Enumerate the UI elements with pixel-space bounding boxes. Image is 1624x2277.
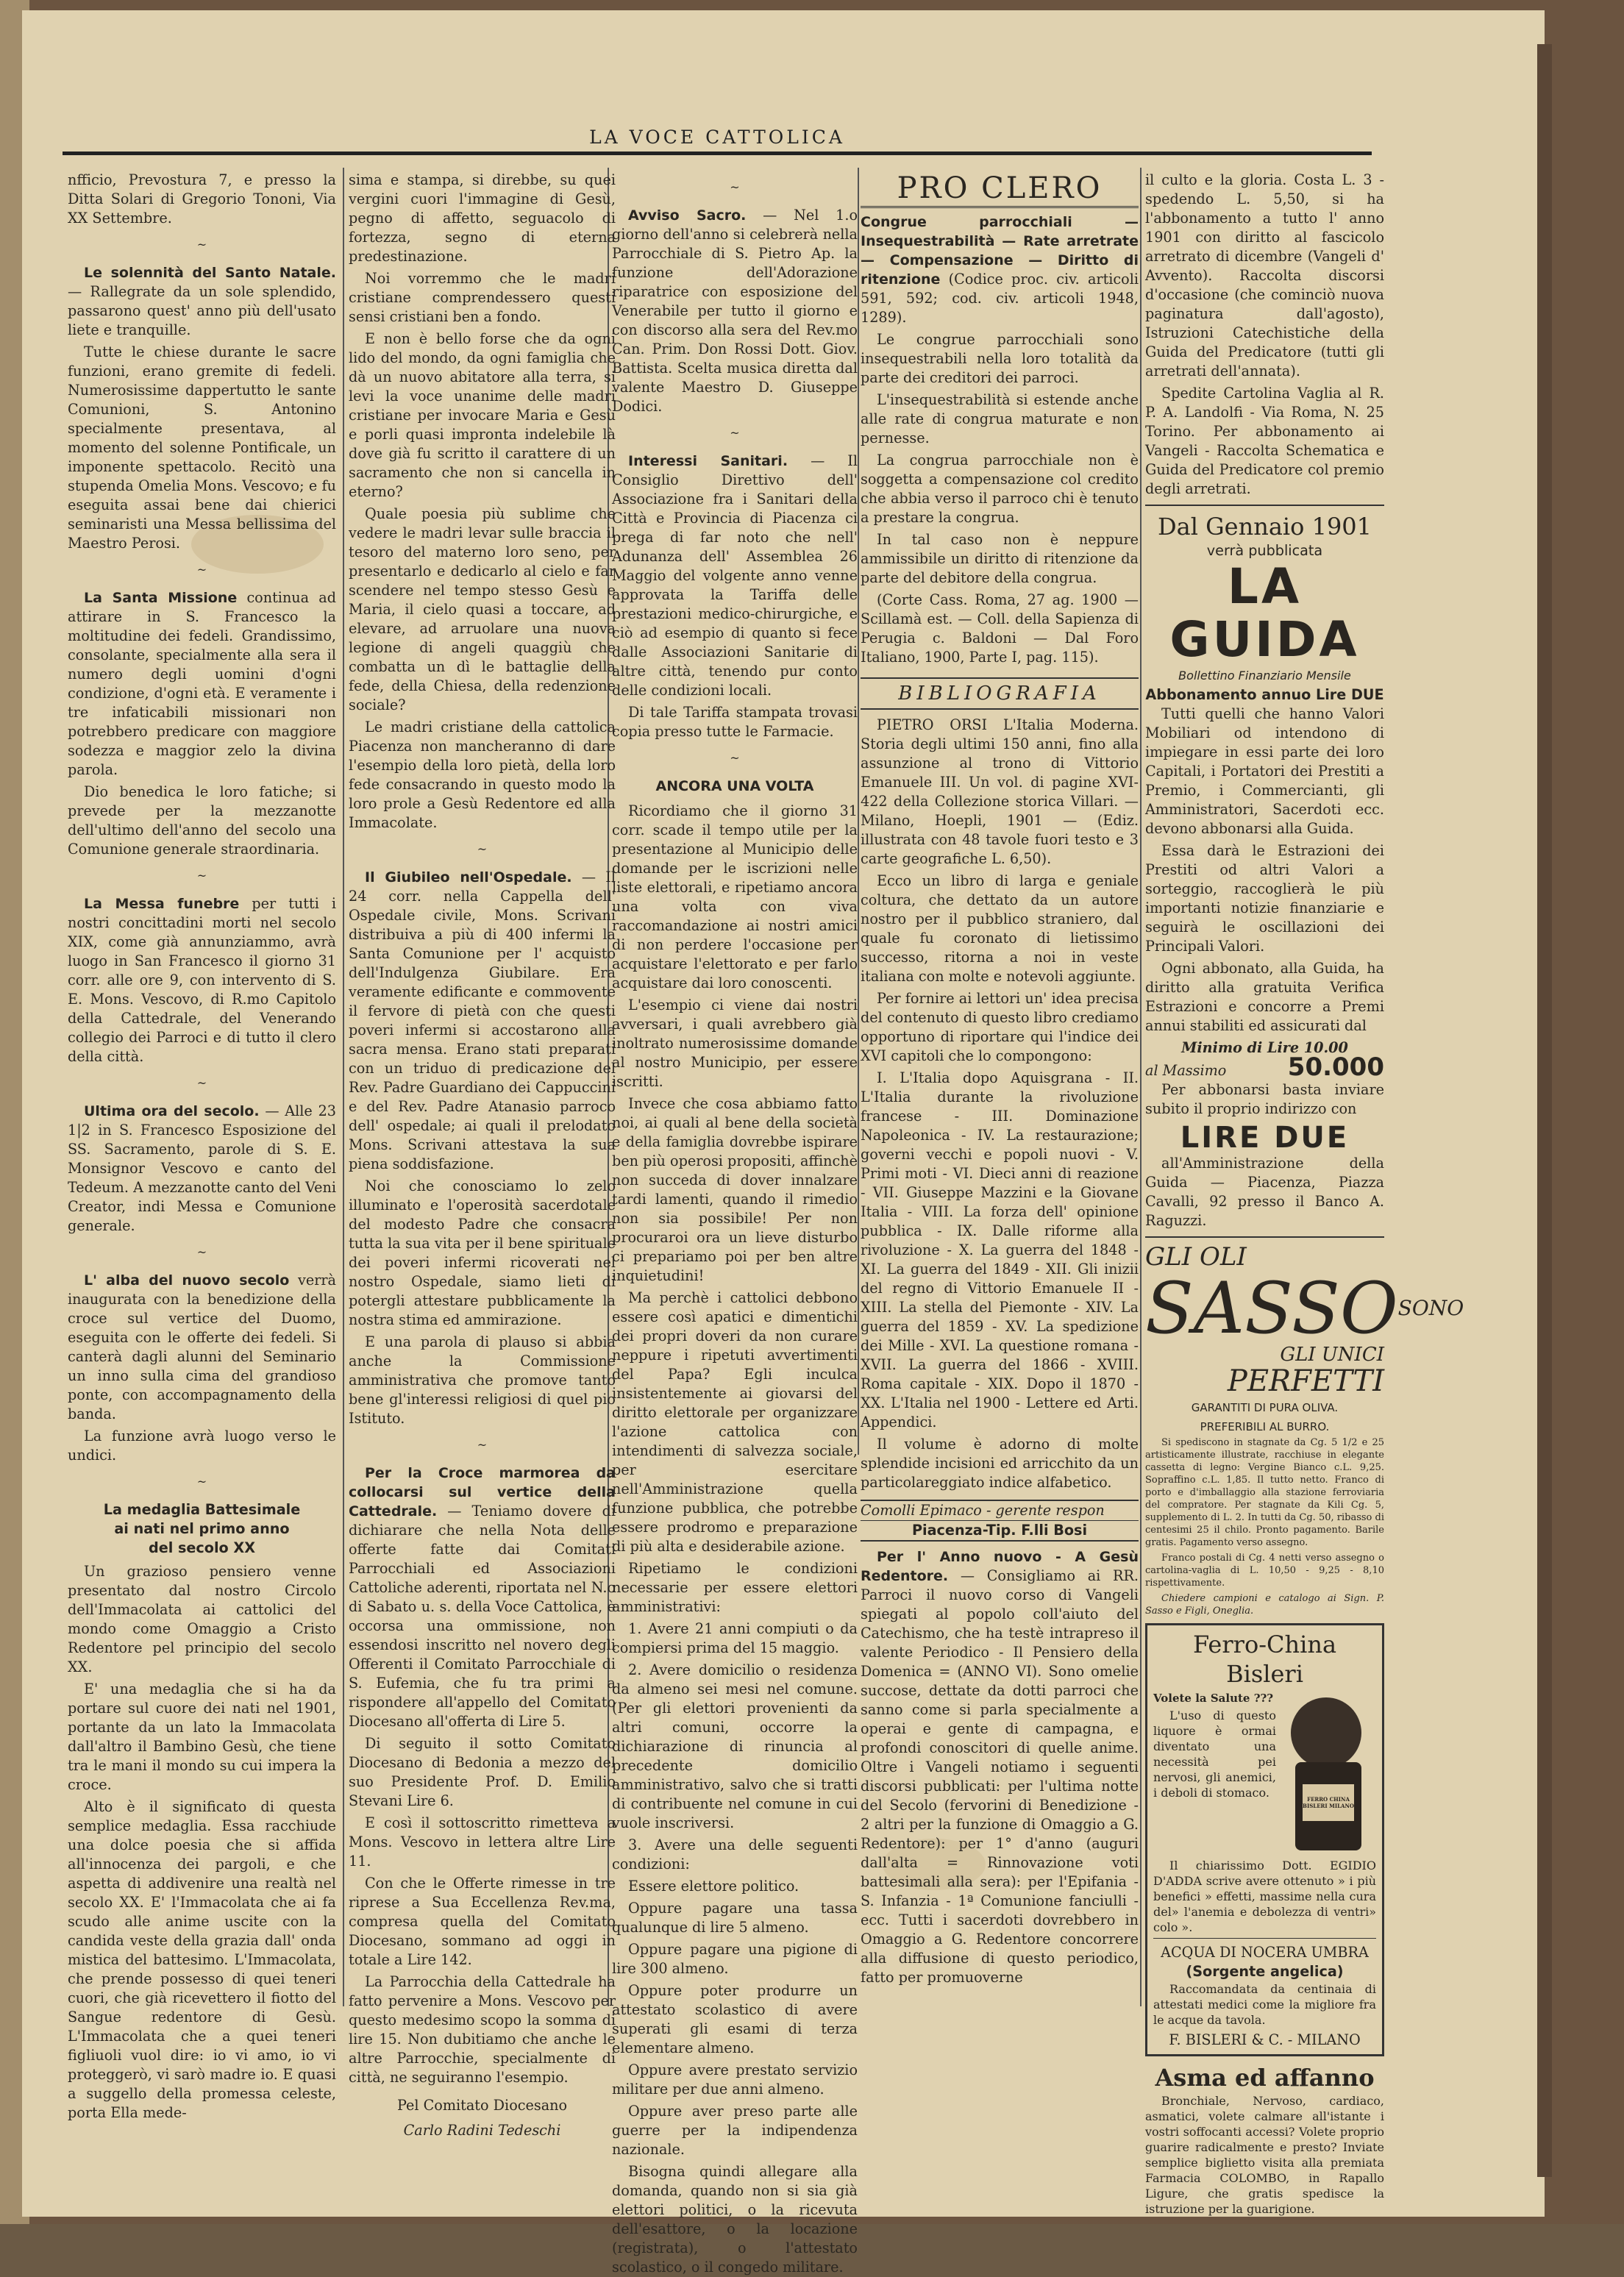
article (68, 263, 336, 340)
nocera-title: ACQUA DI NOCERA UMBRA (1153, 1938, 1376, 1962)
article-title: La Messa funebre (84, 896, 240, 912)
article-text: Oppure pagare una tassa qualunque di lire 5 almeno. (612, 1900, 858, 1936)
sasso-sono: SONO (1397, 1296, 1464, 1320)
article-text: — Il 24 corr. nella Cappella dell' Ospedale civile, Mons. Scrivani distribuiva a più di 400 infermi la Santa Comunione per l' acquisto dell'Indulgenza Giubilare. Era veramente edificante e commovente il fervore di pietà con che questi poveri infermi si accostarono alla sacra mensa. Erano stati preparati con un triduo di predicazione del Rev. Padre Guardiano dei Cappuccini e del Rev. Padre Atanasio parroco dell' ospedale; ai quali il prelodato Mons. Scrivani attestava la sua piena soddisfazione. (349, 869, 616, 1172)
printer-line: Piacenza-Tip. F.lli Bosi (861, 1521, 1139, 1542)
article-text: E una parola di plauso si abbia anche la Commissione amministrativa che promove tanto bene gl'interessi religiosi di quel pio Istituto. (349, 1333, 616, 1427)
article (612, 452, 858, 700)
sasso-name: SASSO (1145, 1267, 1398, 1350)
gerente-line: Comolli Epimaco - gerente respon (861, 1500, 1139, 1521)
article-text: Di tale Tariffa stampata trovasi copia presso tutte le Farmacie. (612, 704, 858, 740)
guida-pub: verrà pubblicata (1206, 542, 1323, 559)
article-text: 3. Avere una delle seguenti condizioni: (612, 1836, 858, 1872)
separator-ornament: ~ (196, 563, 207, 577)
article-text: Essere elettore politico. (628, 1878, 799, 1895)
article-text: Di seguito il sotto Comitato Diocesano di Bedonia a mezzo del suo Presidente Prof. D. Emilio Stevani Lire 6. (349, 1735, 616, 1809)
article-text: per tutti i nostri concittadini morti nel secolo XIX, come già annunziammo, avrà luogo in San Francesco il giorno 31 corr. alle ore 9, con intervento di S. E. Mons. Vescovo, di R.mo Capitolo della Cattedrale, del Venerando collegio dei Parroci e di tutto il clero della città. (68, 895, 336, 1065)
ferro-china-ad (1145, 1623, 1384, 2056)
sasso-perfetti: PERFETTI (1227, 1364, 1384, 1398)
separator-ornament: ~ (196, 1076, 207, 1090)
article-text: Invece che cosa abbiamo fatto noi, ai quali al bene della società e della famiglia dovrebbe ispirare ben più operosi propositi, affinchè non succeda di dover innalzare tardi lamenti, quando il rimedio non sia possibile! Per non procuraroi ora un lieve disturbo ci prepariamo poi per ben altre inquietudini! (612, 1095, 858, 1284)
article (861, 213, 1139, 327)
ad-text: Franco postali di Cg. 4 netti verso assegno o cartolina-vaglia di L. 10,50 - 9,25 - 8,10 rispettivamente. (1145, 1553, 1384, 1589)
separator-ornament: ~ (730, 426, 740, 440)
article-text: Spedite Cartolina Vaglia al R. P. A. Landolfi - Via Roma, N. 25 Torino. Per abbonamento ai Vangeli - Raccolta Schematica e Guida del Predicatore col premio degli arretrati. (1145, 385, 1384, 497)
article-title: Avviso Sacro. (628, 207, 747, 224)
separator-ornament: ~ (196, 1245, 207, 1259)
column-3 (612, 171, 858, 2276)
article-text: Ma perchè i cattolici debbono essere così apatici e dimentichi dei propri doveri da non curare neppure i ripetuti avvertimenti del Papa? Egli inculca insistentemente ai giovarsi del diritto elettorale per organizzare l'azione cattolica con intendimenti di salvezza sociale, per esercitare nell'Amministrazione quella funzione pubblica, che potrebbe essere prodromo e preparazione di più alta e desiderabile azione. (612, 1289, 858, 1555)
sasso-ad (1145, 1236, 1464, 1617)
separator-ornament: ~ (196, 869, 207, 883)
column-4 (861, 171, 1139, 2046)
ad-text: Il chiarissimo Dott. EGIDIO D'ADDA scrive avere ottenuto » i più benefici » effetti, massime nella cura del» l'anemia e debolezza di ventri» colo ». (1153, 1859, 1376, 1934)
article-text: — Teniamo dovere di dichiarare che nella Nota delle offerte fatte dai Comitati Parrocchiali ed Associazioni Cattoliche aderenti, riportata nel N.o di Sabato u. s. della Voce Cattolica, è occorsa una ommissione, non essendosi inscritto nel novero degli Offerenti il Comitato Parrocchiale di S. Eufemia, che fu tra primi a rispondere all'appello del Comitato Diocesano all'offerta di Lire 5. (349, 1503, 616, 1730)
article-text: verrà inaugurata con la benedizione della croce sul vertice del Duomo, eseguita con le offerte dei fedeli. Si canterà dagli alunni del Seminario un inno sulla cima del grandioso ponte, con accompagnamento della banda. (68, 1272, 336, 1422)
bottle-illustration-svg (1281, 1689, 1376, 1858)
article-text: Il volume è adorno di molte splendide incisioni ed arricchito da un particolareggiato indice alfabetico. (861, 1436, 1139, 1491)
article-text: Noi vorremmo che le madri cristiane comprendessero questi sensi cristiani ben a fondo. (349, 270, 616, 325)
sasso-unici: GLI UNICI (1280, 1344, 1384, 1366)
article-text: Ecco un libro di larga e geniale coltura, che dettato da un autore nostro per il pubblico straniero, dal quale fu coronato di lietissimo successo, ritorna a noi in veste italiana con molte e notevoli aggiunte. (861, 872, 1139, 985)
article-text: — Nel 1.o giorno dell'anno si celebrerà nella Parrocchiale di S. Pietro Ap. la funzione dell'Adorazione riparatrice con esposizione del Venerabile per tutto il giorno e con discorso alla sera del Rev.mo Can. Prim. Don Rossi Dott. Giov. Battista. Scelta musica diretta dal valente Maestro D. Giuseppe Dodici. (612, 207, 858, 415)
article (349, 1464, 616, 1731)
article-text: sima e stampa, si direbbe, su quei vergini cuori l'immagine di Gesù, pegno di affetto, seguacolo di fortezza, segno di eterna predestinazione. (349, 171, 616, 265)
ad-text: Ogni abbonato, alla Guida, ha diritto alla gratuita Verifica Estrazioni e concorre a Premi annui stabiliti ed assicurati dal (1145, 960, 1384, 1034)
article-title: Congrue parrocchiali — Insequestrabilità — Rate arretrate — Compensazione — Diritto di ritenzione (861, 214, 1139, 288)
article-text: In tal caso non è neppure ammissibile un diritto di ritenzione da parte del debitore della congrua. (861, 531, 1139, 586)
separator-ornament: ~ (196, 1475, 207, 1489)
article (68, 1102, 336, 1236)
signature-line: Pel Comitato Diocesano (396, 2097, 568, 2114)
page-fold (1537, 44, 1552, 2177)
column-1 (68, 171, 336, 2121)
article-text: Tutte le chiese durante le sacre funzioni, erano gremite di fedeli. Numerosissime dappertutto le sante Comunioni, S. Antonino specialmente presentava, al momento del solenne Pontificale, un imponente spettacolo. Recitò una stupenda Omelia Mons. Vescovo; e fu eseguita assai bene dai chierici seminaristi una Messa bellissima del Maestro Perosi. (68, 343, 336, 552)
guida-max-value: 50.000 (1287, 1052, 1384, 1082)
article-text: La Parrocchia della Cattedrale ha fatto pervenire a Mons. Vescovo per questo medesimo scopo la somma di lire 15. Non dubitiamo che anche le altre Parrocchie, specialmente di città, ne seguiranno l'esempio. (349, 1973, 616, 2086)
ferro-china-salute: Volete la Salute ??? (1153, 1692, 1274, 1705)
ad-text: Per abbonarsi basta inviare subito il proprio indirizzo con (1145, 1081, 1384, 1117)
separator-ornament: ~ (730, 180, 740, 194)
guida-max-label: al Massimo (1145, 1062, 1227, 1079)
separator-ornament: ~ (730, 751, 740, 765)
article-title: Ultima ora del secolo. (84, 1103, 260, 1119)
article-text: continua ad attirare in S. Francesco la moltitudine dei fedeli. Grandissimo, consolante, specialmente alla sera il numero degli uomini d'ogni condizione, d'ogni età. E veramente i tre infaticabili missionari non potrebbero predicare con maggiore sodezza e maggior zelo la divina parola. (68, 589, 336, 778)
ad-text: Si spediscono in stagnate da Cg. 5 1/2 e 25 artisticamente illustrate, racchiuse in elegante cassetta di legno: Vergine Bianco c.L. 9,25. Sopraffino c.L. 1,85. Il tutto netto. Franco di porto e d'imballaggio alla stazione ferroviaria del compratore. Per stagnate da Kili Cg. 5, supplemento di L. 2. In tutti da Cg. 50, ribasso di centesimi 25 il chilo. Pronto pagamento. Barile gratis. Pagamento verso assegno. (1145, 1437, 1384, 1548)
article-text: 1. Avere 21 anni compiuti o da compiersi prima del 15 maggio. (612, 1620, 858, 1656)
article-text: I. L'Italia dopo Aquisgrana - II. L'Italia durante la rivoluzione francese - III. Dominazione Napoleonica - IV. La restaurazione; governi vecchi e popoli nuovi - V. Primi moti - VI. Dieci anni di reazione - VII. Giuseppe Mazzini e la Giovane Italia - VIII. La forza dell' opinione pubblica - IX. Dalle riforme alla rivoluzione - X. La guerra del 1848 - XI. La guerra del 1849 - XII. Gli inizii del regno di Vittorio Emanuele II - XIII. La stella del Piemonte - XIV. La guerra del 1859 - XV. La spedizione dei Mille - XVI. La questione romana - XVII. La guerra del 1866 - XVIII. Roma capitale - XIX. Dopo il 1870 - XX. L'Italia nel 1900 - Lettere ed Arti. Appendici. (861, 1069, 1139, 1430)
article-title: Interessi Sanitari. (628, 453, 788, 469)
article-text: (Codice proc. civ. articoli 591, 592; cod. civ. articoli 1948, 1289). (861, 271, 1139, 326)
asma-title: Asma ed affanno (1155, 2064, 1375, 2092)
article-text: L'esempio ci viene dai nostri avversari, i quali avrebbero già inoltrato numerosissime domande al nostro Municipio, per essere iscritti. (612, 997, 858, 1090)
sasso-preferibili: PREFERIBILI AL BURRO. (1200, 1420, 1330, 1433)
article-text: — Rallegrate da un sole splendido, passarono quest' anno più dell'usato liete e tranquille. (68, 283, 336, 338)
article-text: Oppure poter produrre un attestato scolastico di avere superati gli esami di terza elementare almeno. (612, 1982, 858, 2056)
guida-ad (1145, 505, 1384, 1230)
article-text: — Consigliamo ai RR. Parroci il nuovo corso di Vangeli spiegati al popolo coll'aiuto del Catechismo, che ha testè intrapreso il valente Periodico - Il Pensiero della Domenica = (ANNO VI). Sono omelie succose, dettate da dotti parroci che sanno come si parla specialmente a operai e gente di campagna, e profondi conoscitori di quelle anime. Oltre i Vangeli notiamo i seguenti discorsi pubblicati: per l'ultima notte del Secolo (fervorini di Benedizione - 2 altri per la funzione di Omaggio a G. Redentore): per 1° d'anno (auguri dall'alta = Rinnovazione voti battesimali alla sera): per l'Epifania - S. Infanzia - 1ª Comunione fanciulli - ecc. Tutti i sacerdoti dovrebbero in Omaggio a G. Redentore concorrere alla diffusione di questo periodico, fatto per promuoverne (861, 1567, 1139, 1986)
article-text: Oppure avere prestato servizio militare per due anni almeno. (612, 2062, 858, 2098)
article-text: Quale poesia più sublime che vedere le madri levar sulle braccia il tesoro del materno loro seno, per presentarlo e dedicarlo al cielo e far scendere nel tempo stesso Gesù e Maria, il cielo quasi a toccare, ad elevare, ad arruolare una nuova legione di angeli quaggiù che combatta un dì le battaglie della fede, della Chiesa, della redenzione sociale? (349, 505, 616, 713)
article-title: Per la Croce marmorea da collocarsi sul vertice della Cattedrale. (349, 1465, 616, 1519)
ad-text: Essa darà le Estrazioni dei Prestiti od altri Valori a sorteggio, raccoglierà le più importanti notizie finanziarie e seguirà le oscillazioni dei Principali Valori. (1145, 842, 1384, 955)
article-text: E così il sottoscritto rimetteva a Mons. Vescovo in lettera altre Lire 11. (349, 1814, 616, 1870)
article-text: Le congrue parrocchiali sono insequestrabili nella loro totalità da parte dei creditori dei parroci. (861, 331, 1139, 386)
article-title: La Santa Missione (84, 590, 238, 606)
article-text: Ricordiamo che il giorno 31 corr. scade il tempo utile per la presentazione al Municipio delle domande per le iscrizioni nelle liste elettorali, e ripetiamo ancora una volta con viva raccomandazione ai nostri amici di non perdere l'occasione per acquistare l'elettorato e per farlo acquistare dai loro conoscenti. (612, 802, 858, 991)
ad-text: L'uso di questo liquore è ormai diventato una necessità pei nervosi, gli anemici, i deboli di stomaco. (1153, 1708, 1276, 1800)
article (68, 588, 336, 780)
section-heading: PRO CLERO (861, 171, 1139, 208)
article-title: Per l' Anno nuovo - A Gesù Redentore. (861, 1549, 1139, 1584)
separator-ornament: ~ (196, 238, 207, 252)
article-text: E' una medaglia che si ha da portare sul cuore dei nati nel 1901, portante da un lato la Immacolata dall'altro il Bambino Gesù, che tiene tra le mani il mondo su cui impera la croce. (68, 1681, 336, 1793)
binding-edge (1545, 29, 1624, 2224)
article-text: (Corte Cass. Roma, 27 ag. 1900 — Scillamà est. — Coll. della Sapienza di Perugia c. Baldoni — Dal Foro Italiano, 1900, Parte I, pag. 115). (861, 591, 1139, 666)
article-title: L' alba del nuovo secolo (84, 1272, 290, 1289)
ad-text: Raccomandata da centinaia di attestati medici come la migliore fra le acque da tavola. (1153, 1982, 1376, 2027)
bottle-label-text: FERRO CHINA BISLERI MILANO (1303, 1796, 1354, 1809)
article (861, 1547, 1139, 1987)
article-title: La medaglia Battesimale (103, 1501, 301, 1518)
masthead: LA VOCE CATTOLICA (589, 126, 845, 148)
article-title: Il Giubileo nell'Ospedale. (365, 869, 572, 886)
section-heading: BIBLIOGRAFIA (861, 677, 1139, 710)
article-text: Ripetiamo le condizioni necessarie per essere elettori amministrativi: (612, 1560, 858, 1615)
ad-text: Chiedere campioni e catalogo ai Sign. P. Sasso e Figli, Oneglia. (1145, 1593, 1384, 1617)
article-intro: nfficio, Prevostura 7, e presso la Ditta Solari di Gregorio Tononi, Via XX Settembre. (68, 171, 336, 227)
article-text: Un grazioso pensiero venne presentato dal nostro Circolo dell'Immacolata ai cattolici del mondo come Omaggio a Cristo Redentore pel principio del secolo XX. (68, 1563, 336, 1675)
article-title: ai nati nel primo anno (114, 1520, 290, 1537)
separator-ornament: ~ (477, 842, 488, 856)
article-text: Alto è il significato di questa semplice medaglia. Essa racchiude una dolce poesia che si affida all'innocenza dei pargoli, e che aspetta di addivenire una realtà nel secolo XX. E' l'Immacolata che ai fa scudo alle anime uscite con la candida veste della grazia dall' onda mistica del battesimo. L'Immacolata, che prende possesso di quei teneri cuori, che già ricevettero il fiotto del Sangue redentore di Gesù. L'Immacolata che a quei teneri figliuoli vuol dire: io vi amo, io vi proteggerò, vi sarò madre io. E quasi a suggello della promessa celeste, porta Ella mede- (68, 1798, 336, 2121)
article-text: il culto e la gloria. Costa L. 3 - spedendo L. 5,50, si ha l'abbonamento a tutto l' anno 1901 con diritto al fascicolo arretrato di dicembre (Vangeli d' Avvento). Raccolta discorsi d'occasione (che cominciò nuova paginatura dall'agosto), Istruzioni Catechistiche della Guida del Predicatore (tutti gli arretrati dell'annata). (1145, 171, 1384, 380)
article-text: Bisogna quindi allegare alla domanda, quando non si sia già elettori politici, o la ricevuta dell'esattore, o la locazione (registrata), o l'attestato scolastico, o il congedo militare. (612, 2163, 858, 2276)
article-text: Noi che conosciamo lo zelo illuminato e l'operosità sacerdotale del modesto Padre che consacra tutta la sua vita per il bene spirituale dei poveri infermi ricoverati nel nostro Ospedale, siamo lieti di potergli attestare pubblicamente la nostra stima ed ammirazione. (349, 1177, 616, 1328)
separator-ornament: ~ (477, 1438, 488, 1452)
article-text: Oppure pagare una pigione di lire 300 almeno. (612, 1941, 858, 1977)
guida-max-line (1145, 1052, 1384, 1082)
article-text: L'insequestrabilità si estende anche alle rate di congrua maturate e non pernesse. (861, 391, 1139, 446)
article-text: La congrua parrocchiale non è soggetta a compensazione col credito che abbia verso il parroco chi è tenuto a prestare la congrua. (861, 452, 1139, 526)
asma-ad (1145, 2062, 1384, 2217)
article (349, 868, 616, 1174)
ad-text: Tutti quelli che hanno Valori Mobiliari od intendono di impiegare in essi parte dei loro Capitali, i Portatori dei Prestiti a Premio, i Commercianti, gli Amministratori, Sacerdoti ecc. devono abbonarsi alla Guida. (1145, 705, 1384, 837)
article-text: — Il Consiglio Direttivo dell' Associazione fra i Sanitari della Città e Provincia di Piacenza ci prega di far noto che nell' Adunanza dell' Assemblea 26 Maggio del volgente anno venne approvata la Tariffa delle prestazioni medico-chirurgiche, e ciò ad esempio di quanto si fece dalle Associazioni Sanitarie di altre città, tenendo pur conto delle condizioni locali. (612, 452, 858, 699)
nocera-sorgente: (Sorgente angelica) (1186, 1963, 1344, 1980)
ad-text: all'Amministrazione della Guida — Piacenza, Piazza Cavalli, 92 presso il Banco A. Raguzzi. (1145, 1155, 1384, 1229)
sasso-logo (1145, 1267, 1464, 1350)
column-2 (349, 171, 616, 2139)
article-title: Le solennità del Santo Natale. (84, 265, 336, 281)
guida-lire: LIRE DUE (1180, 1121, 1350, 1155)
article-text: Oppure aver preso parte alle guerre per la indipendenza nazionale. (612, 2103, 858, 2158)
guida-subtitle: Bollettino Finanziario Mensile (1178, 669, 1351, 683)
article-text: Con che le Offerte rimesse in tre riprese a Sua Eccellenza Rev.ma, compresa quella del Comitato Diocesano, sommano ad oggi in totale a Lire 142. (349, 1875, 616, 1968)
sasso-top: GLI OLI (1145, 1242, 1247, 1272)
article-title: del secolo XX (148, 1539, 256, 1556)
guida-abbonamento: Abbonamento annuo Lire DUE (1145, 686, 1384, 703)
article-text: Le madri cristiane della cattolica Piacenza non mancheranno di dare l'esempio della loro pietà, della loro fede consacrando in questo modo la loro prole a Gesù Redentore ed alla Immacolate. (349, 719, 616, 831)
guida-title: LA GUIDA (1169, 558, 1360, 668)
article-text: Per fornire ai lettori un' idea precisa del contenuto di questo libro crediamo opportuno di riportare qui l'indice dei XVI capitoli che lo compongono: (861, 990, 1139, 1064)
article-text: Dio benedica le loro fatiche; si prevede per la mezzanotte dell'ultimo dell'anno del secolo una Comunione generale straordinaria. (68, 783, 336, 858)
ferro-china-body (1153, 1689, 1376, 1858)
article-text: — Alle 23 1|2 in S. Francesco Esposizione del SS. Sacramento, parole di S. E. Monsignor Vescovo e canto del Tedeum. A mezzanotte canto del Veni Creator, indi Messa e Comunione generale. (68, 1102, 336, 1234)
signature-name: Carlo Radini Tedeschi (403, 2122, 561, 2139)
guida-date: Dal Gennaio 1901 (1157, 513, 1372, 541)
bottle-illustration (1281, 1689, 1376, 1858)
article (612, 206, 858, 416)
article-text: PIETRO ORSI L'Italia Moderna. Storia degli ultimi 150 anni, fino alla assunzione al trono di Vittorio Emanuele III. Un vol. di pagine XVI-422 della Collezione storica Villari. — Milano, Hoepli, 1901 — (Ediz. illustrata con 48 tavole fuori testo e 3 carte geografiche L. 6,50). (861, 716, 1139, 867)
ferro-china-maker: F. BISLERI & C. - MILANO (1169, 2031, 1361, 2048)
guida-min: Minimo di Lire 10.00 (1181, 1039, 1348, 1056)
column-rule (1140, 168, 1142, 2006)
ad-text: Bronchiale, Nervoso, cardiaco, asmatici, volete calmare all'istante i vostri soffocanti accessi? Volete proprio guarire radicalmente e presto? Inviate semplice biglietto visita alla premiata Farmacia COLOMBO, in Rapallo Ligure, che gratis spedisce la istruzione per la guarigione. (1145, 2094, 1384, 2216)
article-text: La funzione avrà luogo verso le undici. (68, 1428, 336, 1464)
article-title: ANCORA UNA VOLTA (655, 778, 814, 794)
masthead-rule (63, 152, 1372, 155)
column-rule (343, 168, 344, 2006)
article-text: E non è bello forse che da ogni lido del mondo, da ogni famiglia che dà un nuovo abitatore alla terra, si levi la voce unanime delle madri cristiane per invocare Maria e Gesù e porli quasi impronta indelebile là dove già fu scritto il carattere di un sacramento che non si cancella in eterno? (349, 330, 616, 500)
column-rule (858, 168, 859, 1455)
article-text: 2. Avere domicilio o residenza da almeno sei mesi nel comune. (Per gli elettori provenienti da altri comuni, occorre la dichiarazione di rinuncia al precedente domicilio amministrativo, salvo che si tratti di contribuente nel comune in cui vuole inscriversi. (612, 1661, 858, 1831)
column-5 (1145, 171, 1464, 2216)
article (68, 894, 336, 1066)
ferro-china-title: Ferro-China Bisleri (1192, 1631, 1337, 1688)
article (68, 1271, 336, 1424)
sasso-garantiti: GARANTITI DI PURA OLIVA. (1191, 1401, 1339, 1414)
